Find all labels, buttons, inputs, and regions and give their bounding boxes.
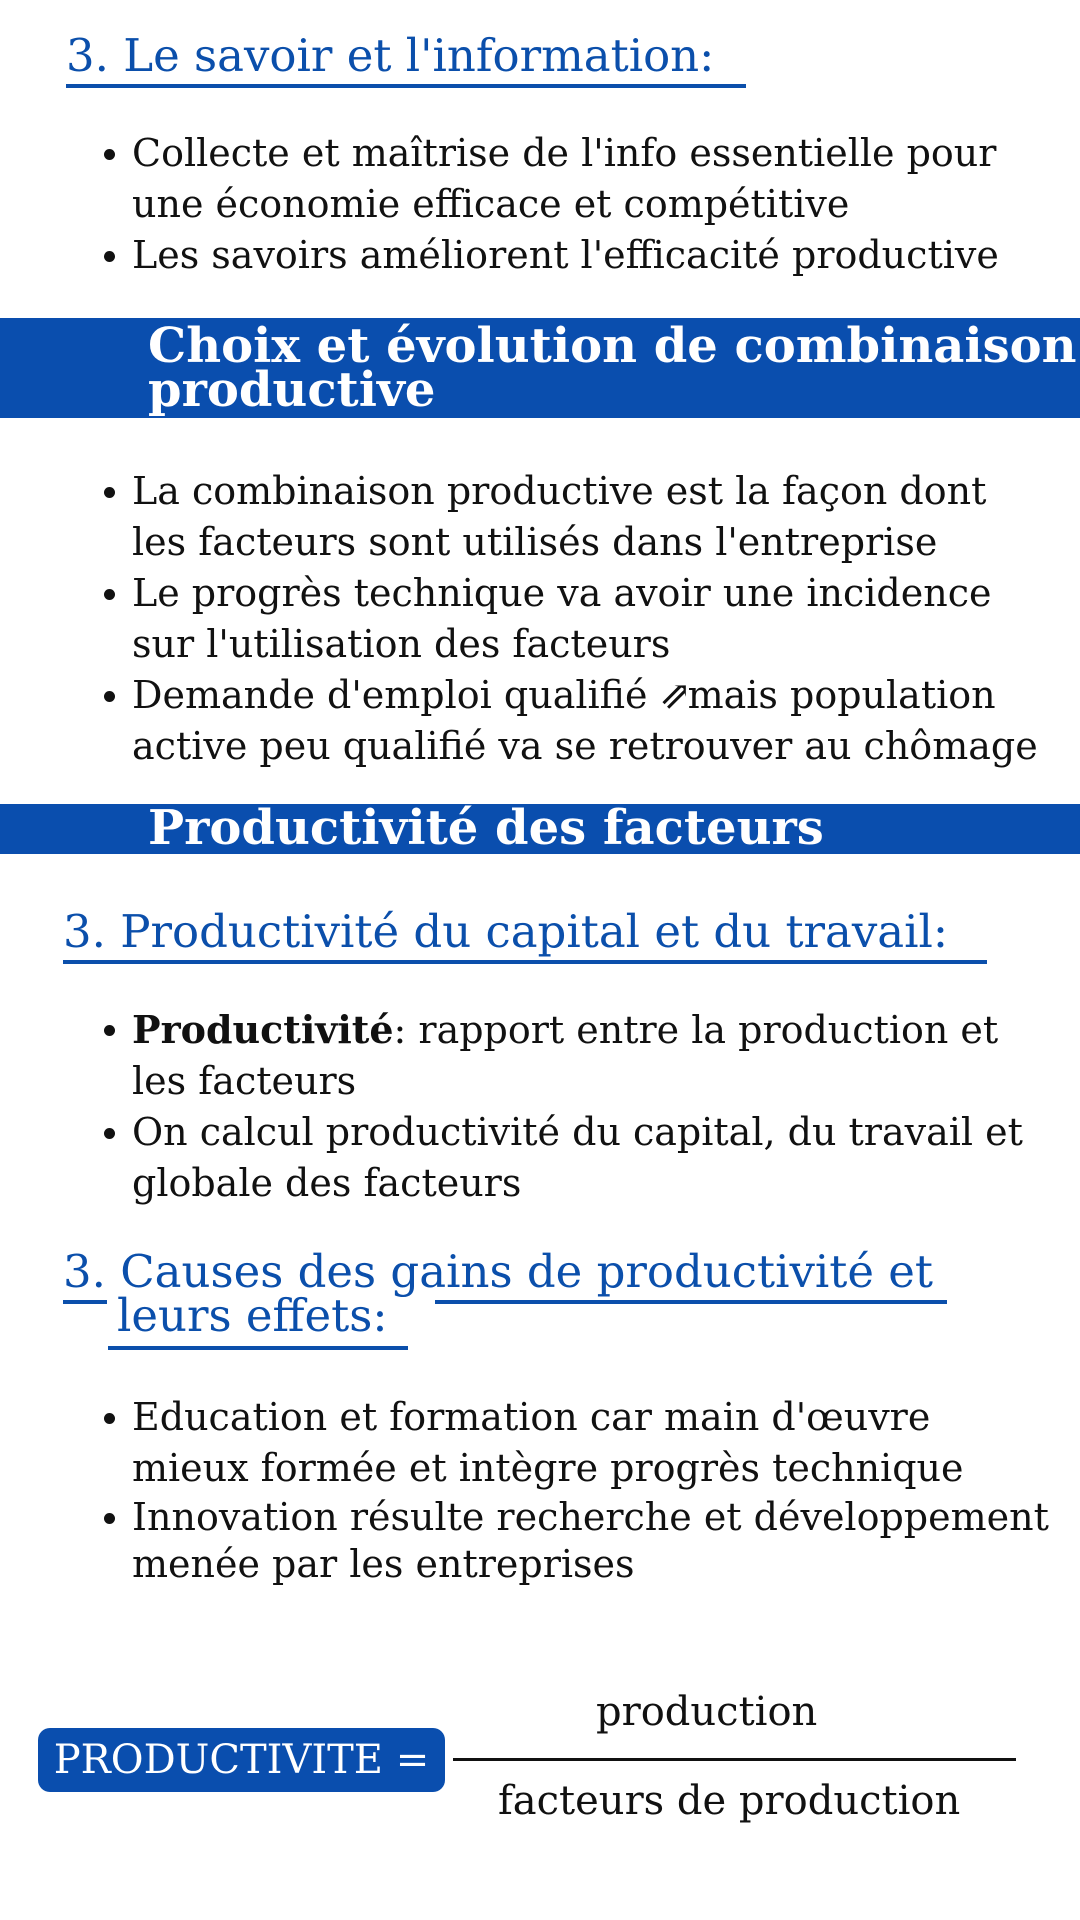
causes-bullet-2: Innovation résulte recherche et développement menée par les entreprises: [0, 1494, 1080, 1588]
bullet-icon: [104, 1128, 115, 1139]
formula-numerator: production: [596, 1689, 818, 1735]
formula-label: PRODUCTIVITE =: [38, 1728, 445, 1792]
causes-bullet-1: Education et formation car main d'œuvre mieux formée et intègre progrès technique: [0, 1392, 1080, 1494]
heading-causes-underline-2: [108, 1346, 408, 1350]
bullet-icon: [104, 691, 115, 702]
formula-denominator: facteurs de production: [498, 1778, 961, 1824]
bullet-icon: [104, 251, 115, 262]
causes-bullet-list: [0, 1392, 1080, 1588]
capital-travail-bullet-2: On calcul productivité du capital, du travail et globale des facteurs: [0, 1107, 1080, 1209]
capital-travail-bullet-list: [0, 1004, 1080, 1209]
bullet-icon: [104, 1513, 115, 1524]
banner-combinaison: [0, 318, 1080, 418]
combinaison-bullet-list: [0, 466, 1080, 772]
banner-productivite-title: Productivité des facteurs: [148, 800, 824, 856]
formula-fraction-line: [453, 1758, 1016, 1761]
heading-causes: 3. Causes des gains de productivité et leurs effets:: [63, 1245, 934, 1342]
bullet-icon: [104, 589, 115, 600]
heading-savoir: 3. Le savoir et l'information:: [66, 29, 715, 82]
heading-causes-underline-1a: [63, 1300, 107, 1304]
banner-combinaison-title: Choix et évolution de combinaison productive: [148, 318, 1077, 418]
bullet-icon: [104, 149, 115, 160]
combinaison-bullet-3: Demande d'emploi qualifié ⇗mais population active peu qualifié va se retrouver au chômage: [0, 670, 1080, 772]
savoir-bullet-list: [0, 128, 1080, 281]
bullet-icon: [104, 487, 115, 498]
heading-savoir-underline: [66, 84, 746, 88]
arrow-up-right-icon: ⇗: [659, 673, 692, 717]
bullet-icon: [104, 1413, 115, 1424]
banner-productivite: [0, 800, 1080, 856]
heading-capital-travail-underline: [63, 960, 987, 964]
combinaison-bullet-1: La combinaison productive est la façon dont les facteurs sont utilisés dans l'entreprise: [0, 466, 1080, 568]
savoir-bullet-2: Les savoirs améliorent l'efficacité productive: [0, 230, 1080, 281]
bullet-icon: [104, 1025, 115, 1036]
heading-causes-underline-1b: [435, 1300, 947, 1304]
savoir-bullet-1: Collecte et maîtrise de l'info essentielle pour une économie efficace et compétitive: [0, 128, 1080, 230]
heading-capital-travail: 3. Productivité du capital et du travail:: [63, 905, 949, 958]
combinaison-bullet-2: Le progrès technique va avoir une incidence sur l'utilisation des facteurs: [0, 568, 1080, 670]
capital-travail-bullet-1: Productivité: rapport entre la production et les facteurs: [0, 1004, 1080, 1107]
